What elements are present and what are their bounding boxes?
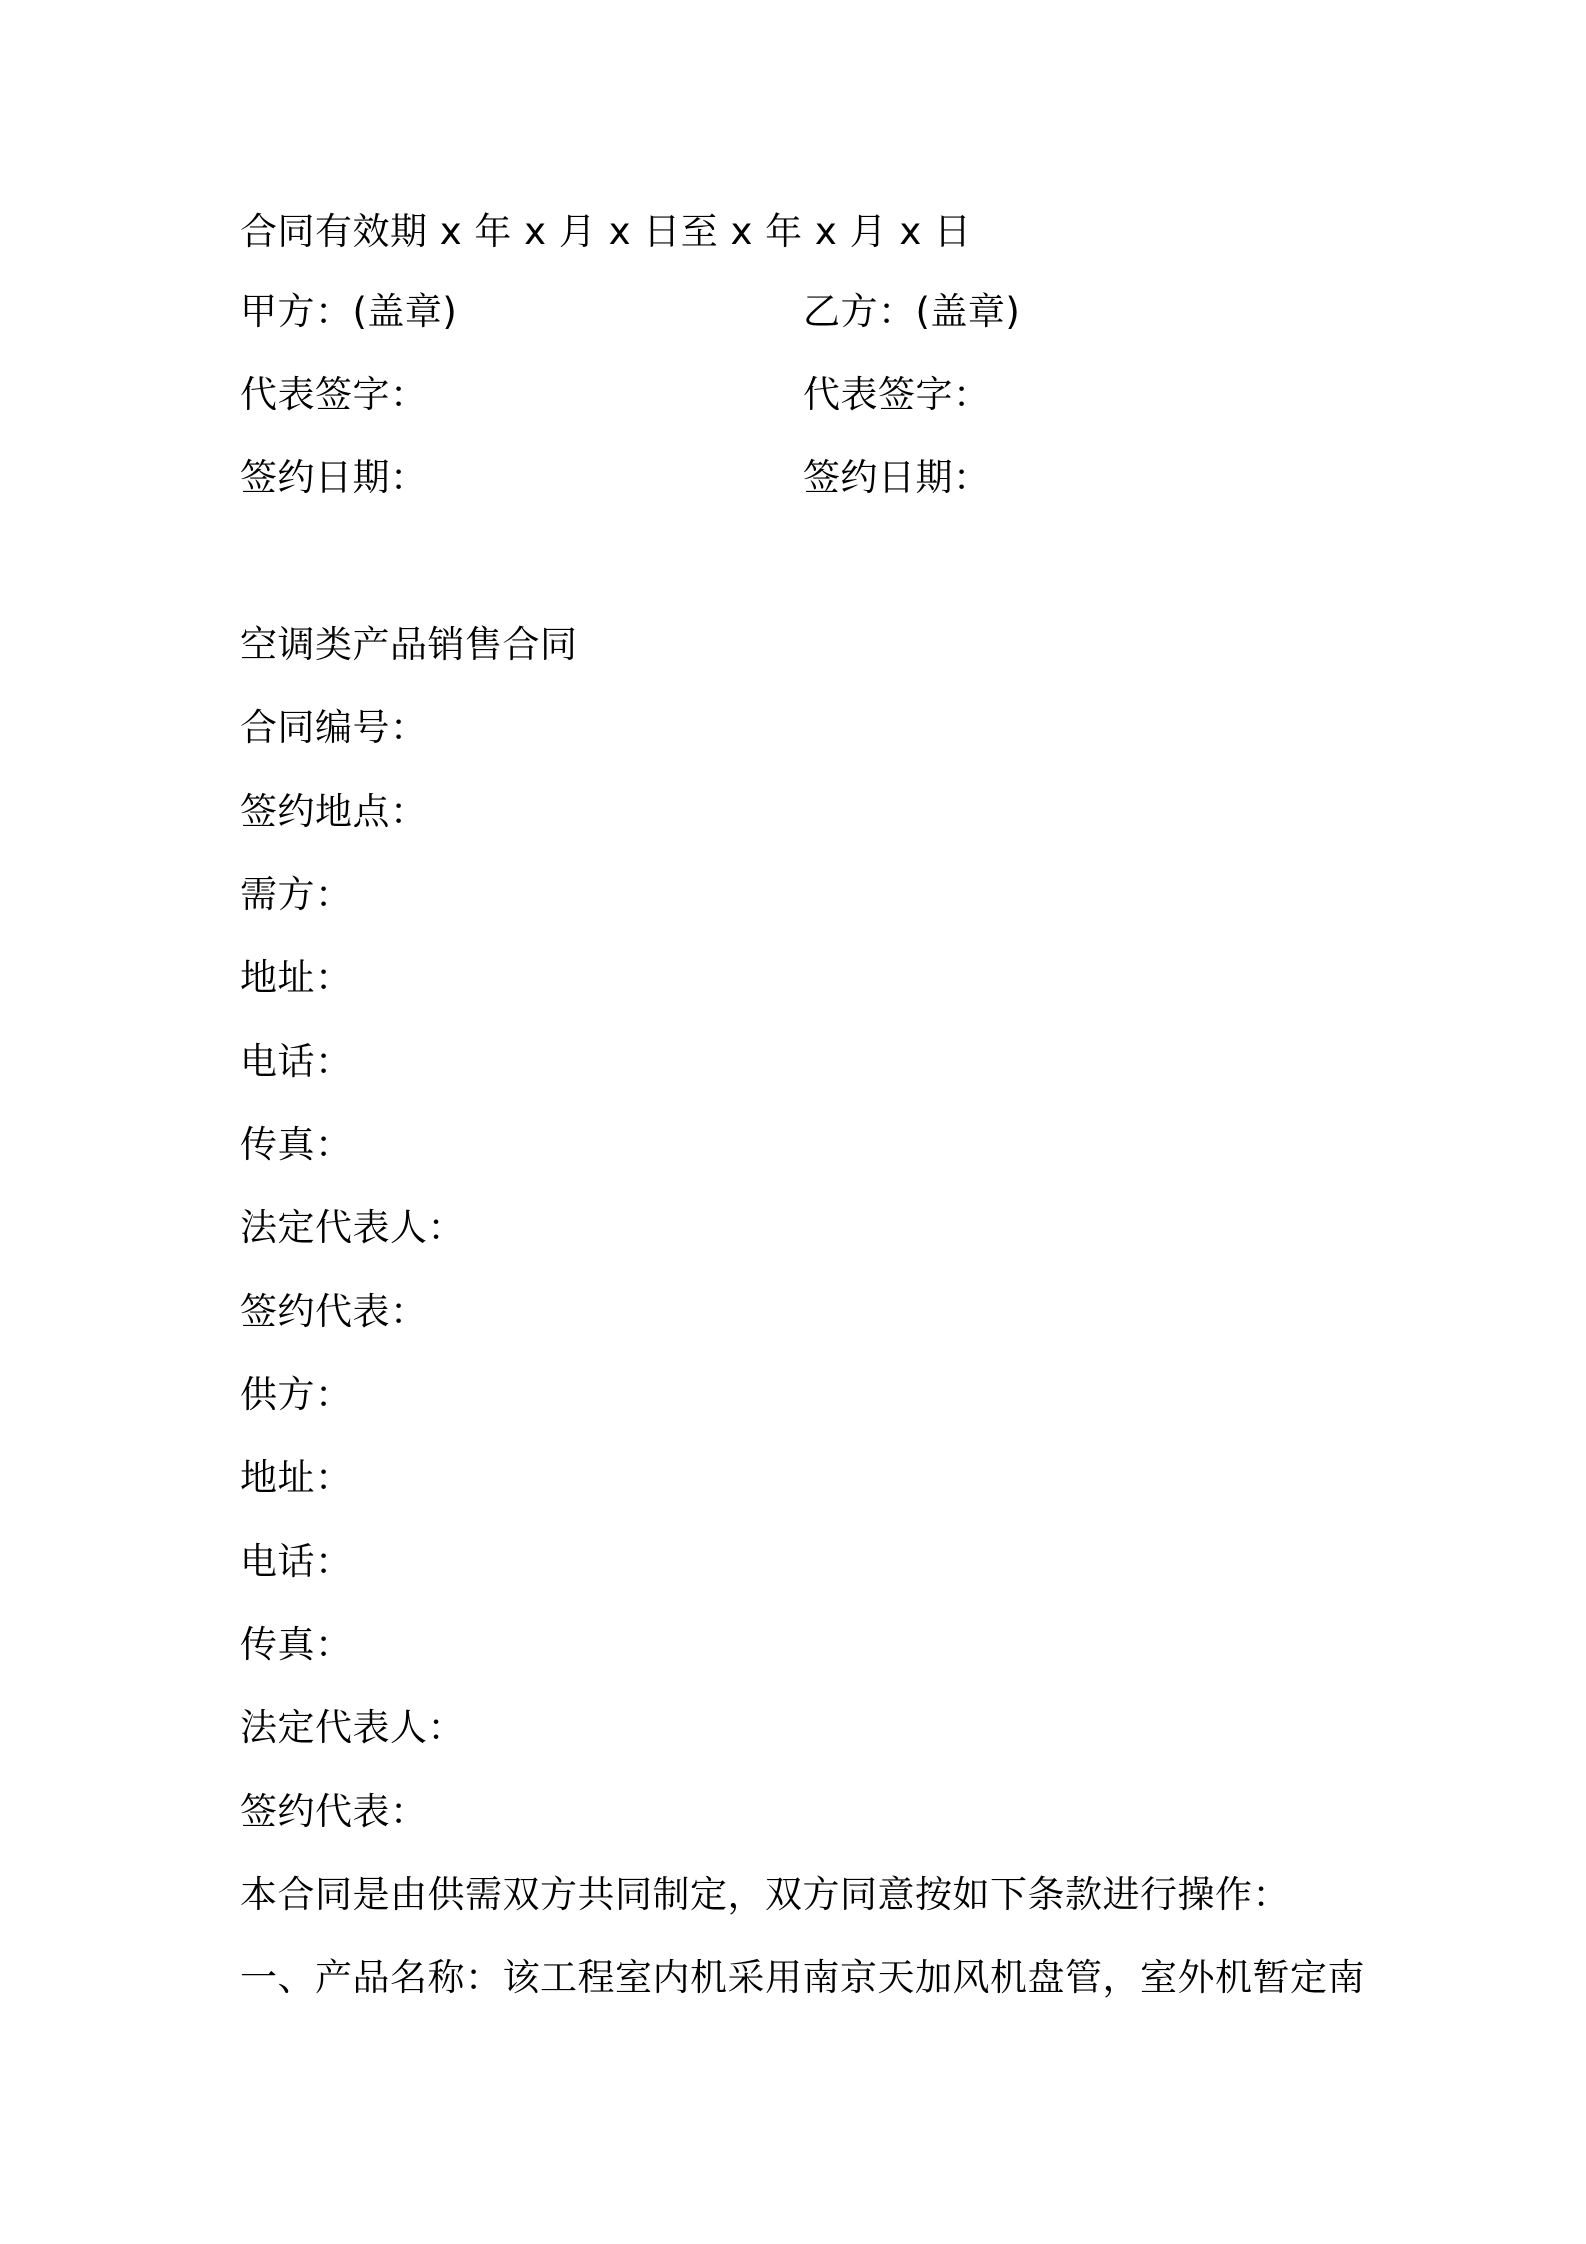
party-b-seal: 乙方：(盖章) xyxy=(803,290,1021,333)
seller-fax: 传真： xyxy=(240,1623,353,1666)
contract-number: 合同编号： xyxy=(240,706,428,749)
seller-phone: 电话： xyxy=(240,1540,353,1583)
signing-place: 签约地点： xyxy=(240,790,428,833)
party-a-sign-date: 签约日期： xyxy=(240,456,428,499)
buyer-fax: 传真： xyxy=(240,1123,353,1166)
seller-address: 地址： xyxy=(240,1456,353,1499)
seller-name: 供方： xyxy=(240,1373,353,1416)
buyer-legal-representative: 法定代表人： xyxy=(240,1206,465,1249)
party-a-representative: 代表签字： xyxy=(240,373,428,416)
contract-title: 空调类产品销售合同 xyxy=(240,623,578,666)
contract-intro: 本合同是由供需双方共同制定，双方同意按如下条款进行操作： xyxy=(240,1873,1290,1916)
buyer-address: 地址： xyxy=(240,956,353,999)
buyer-name: 需方： xyxy=(240,873,353,916)
party-a-seal: 甲方：(盖章) xyxy=(240,290,458,333)
buyer-phone: 电话： xyxy=(240,1040,353,1083)
party-b-sign-date: 签约日期： xyxy=(803,456,991,499)
seller-legal-representative: 法定代表人： xyxy=(240,1706,465,1749)
buyer-signing-representative: 签约代表： xyxy=(240,1290,428,1333)
seller-signing-representative: 签约代表： xyxy=(240,1790,428,1833)
clause-product-name: 一、产品名称：该工程室内机采用南京天加风机盘管，室外机暂定南 xyxy=(240,1956,1365,1999)
party-b-representative: 代表签字： xyxy=(803,373,991,416)
validity-period: 合同有效期 x 年 x 月 x 日至 x 年 x 月 x 日 xyxy=(240,210,972,253)
